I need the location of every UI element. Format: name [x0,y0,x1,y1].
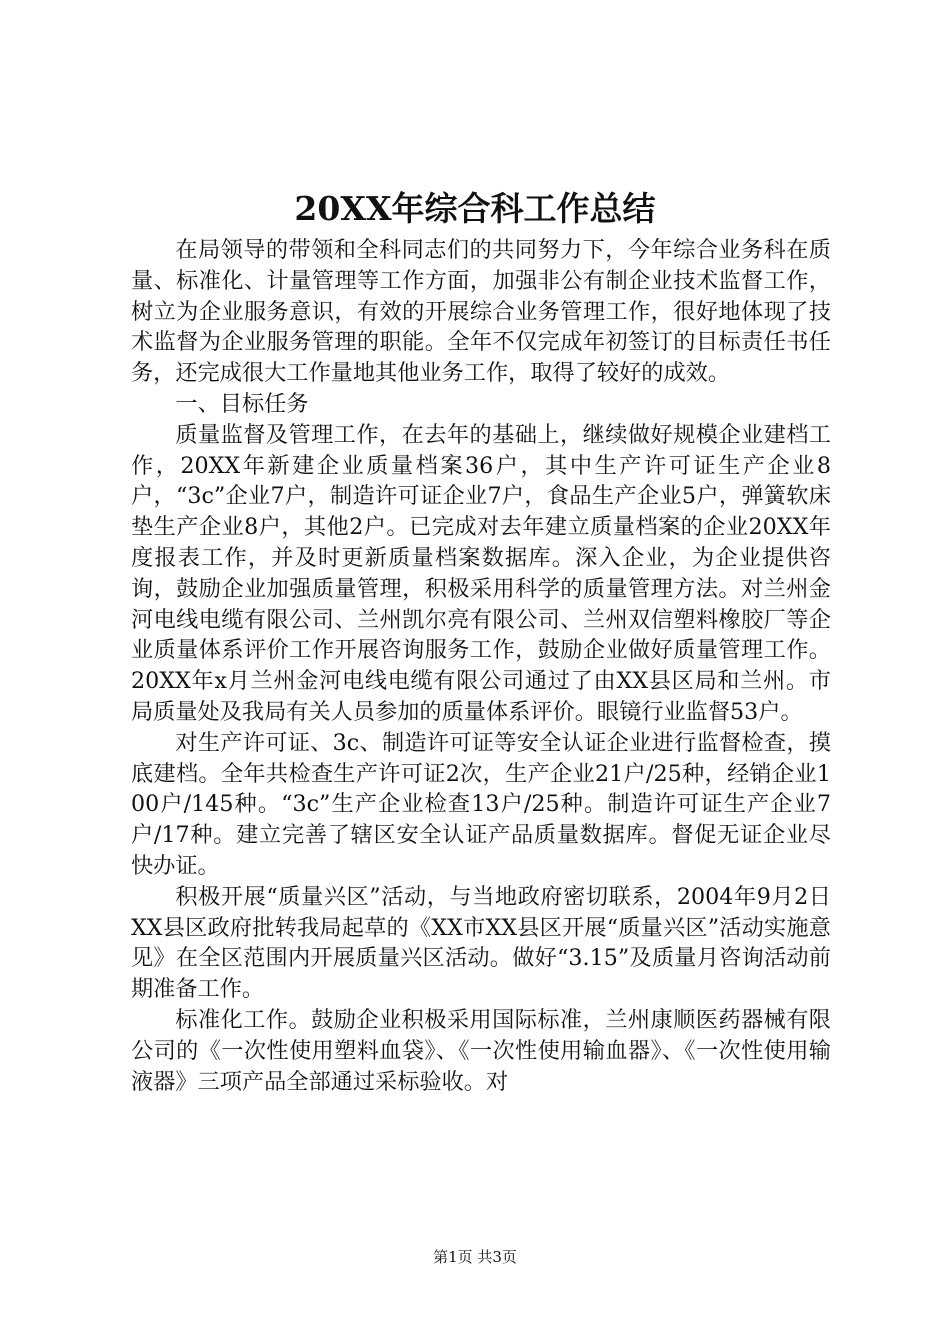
paragraph-certification-checks: 对生产许可证、3c、制造许可证等安全认证企业进行监督检查，摸底建档。全年共检查生产许可证2次，生产企业21户/25种，经销企业100户/145种。“3c”生产企业检查13户/25种。制造许可证生产企业7户/17种。建立完善了辖区安全认证产品质量数据库。督促无证企业尽快办证。 [131,729,831,879]
paragraph-quality-supervision: 质量监督及管理工作，在去年的基础上，继续做好规模企业建档工作，20XX年新建企业质量档案36户，其中生产许可证生产企业8户，“3c”企业7户，制造许可证企业7户，食品生产企业5户，弹簧软床垫生产企业8户，其他2户。已完成对去年建立质量档案的企业20XX年度报表工作，并及时更新质量档案数据库。深入企业，为企业提供咨询，鼓励企业加强质量管理，积极采用科学的质量管理方法。对兰州金河电线电缆有限公司、兰州凯尔亮有限公司、兰州双信塑料橡胶厂等企业质量体系评价工作开展咨询服务工作，鼓励企业做好质量管理工作。20XX年x月兰州金河电线电缆有限公司通过了由XX县区局和兰州。市局质量处及我局有关人员参加的质量体系评价。眼镜行业监督53户。 [131,421,831,725]
paragraph-quality-district: 积极开展“质量兴区”活动，与当地政府密切联系，2004年9月2日XX县区政府批转我局起草的《XX市XX县区开展“质量兴区”活动实施意见》在全区范围内开展质量兴区活动。做好“3.15”及质量月咨询活动前期准备工作。 [131,883,831,1003]
paragraph-intro: 在局领导的带领和全科同志们的共同努力下，今年综合业务科在质量、标准化、计量管理等工作方面，加强非公有制企业技术监督工作，树立为企业服务意识，有效的开展综合业务管理工作，很好地体现了技术监督为企业服务管理的职能。全年不仅完成年初签订的目标责任书任务，还完成很大工作量地其他业务工作，取得了较好的成效。 [131,237,831,387]
page-number-footer: 第1页 共3页 [433,1248,517,1266]
section-heading-goals: 一、目标任务 [175,390,309,417]
document-body [131,235,831,1097]
document-title: 20XX年综合科工作总结 [294,189,656,228]
paragraph-standardization: 标准化工作。鼓励企业积极采用国际标准，兰州康顺医药器械有限公司的《一次性使用塑料血袋》、《一次性使用输血器》、《一次性使用输液器》三项产品全部通过采标验收。对 [131,1006,831,1095]
